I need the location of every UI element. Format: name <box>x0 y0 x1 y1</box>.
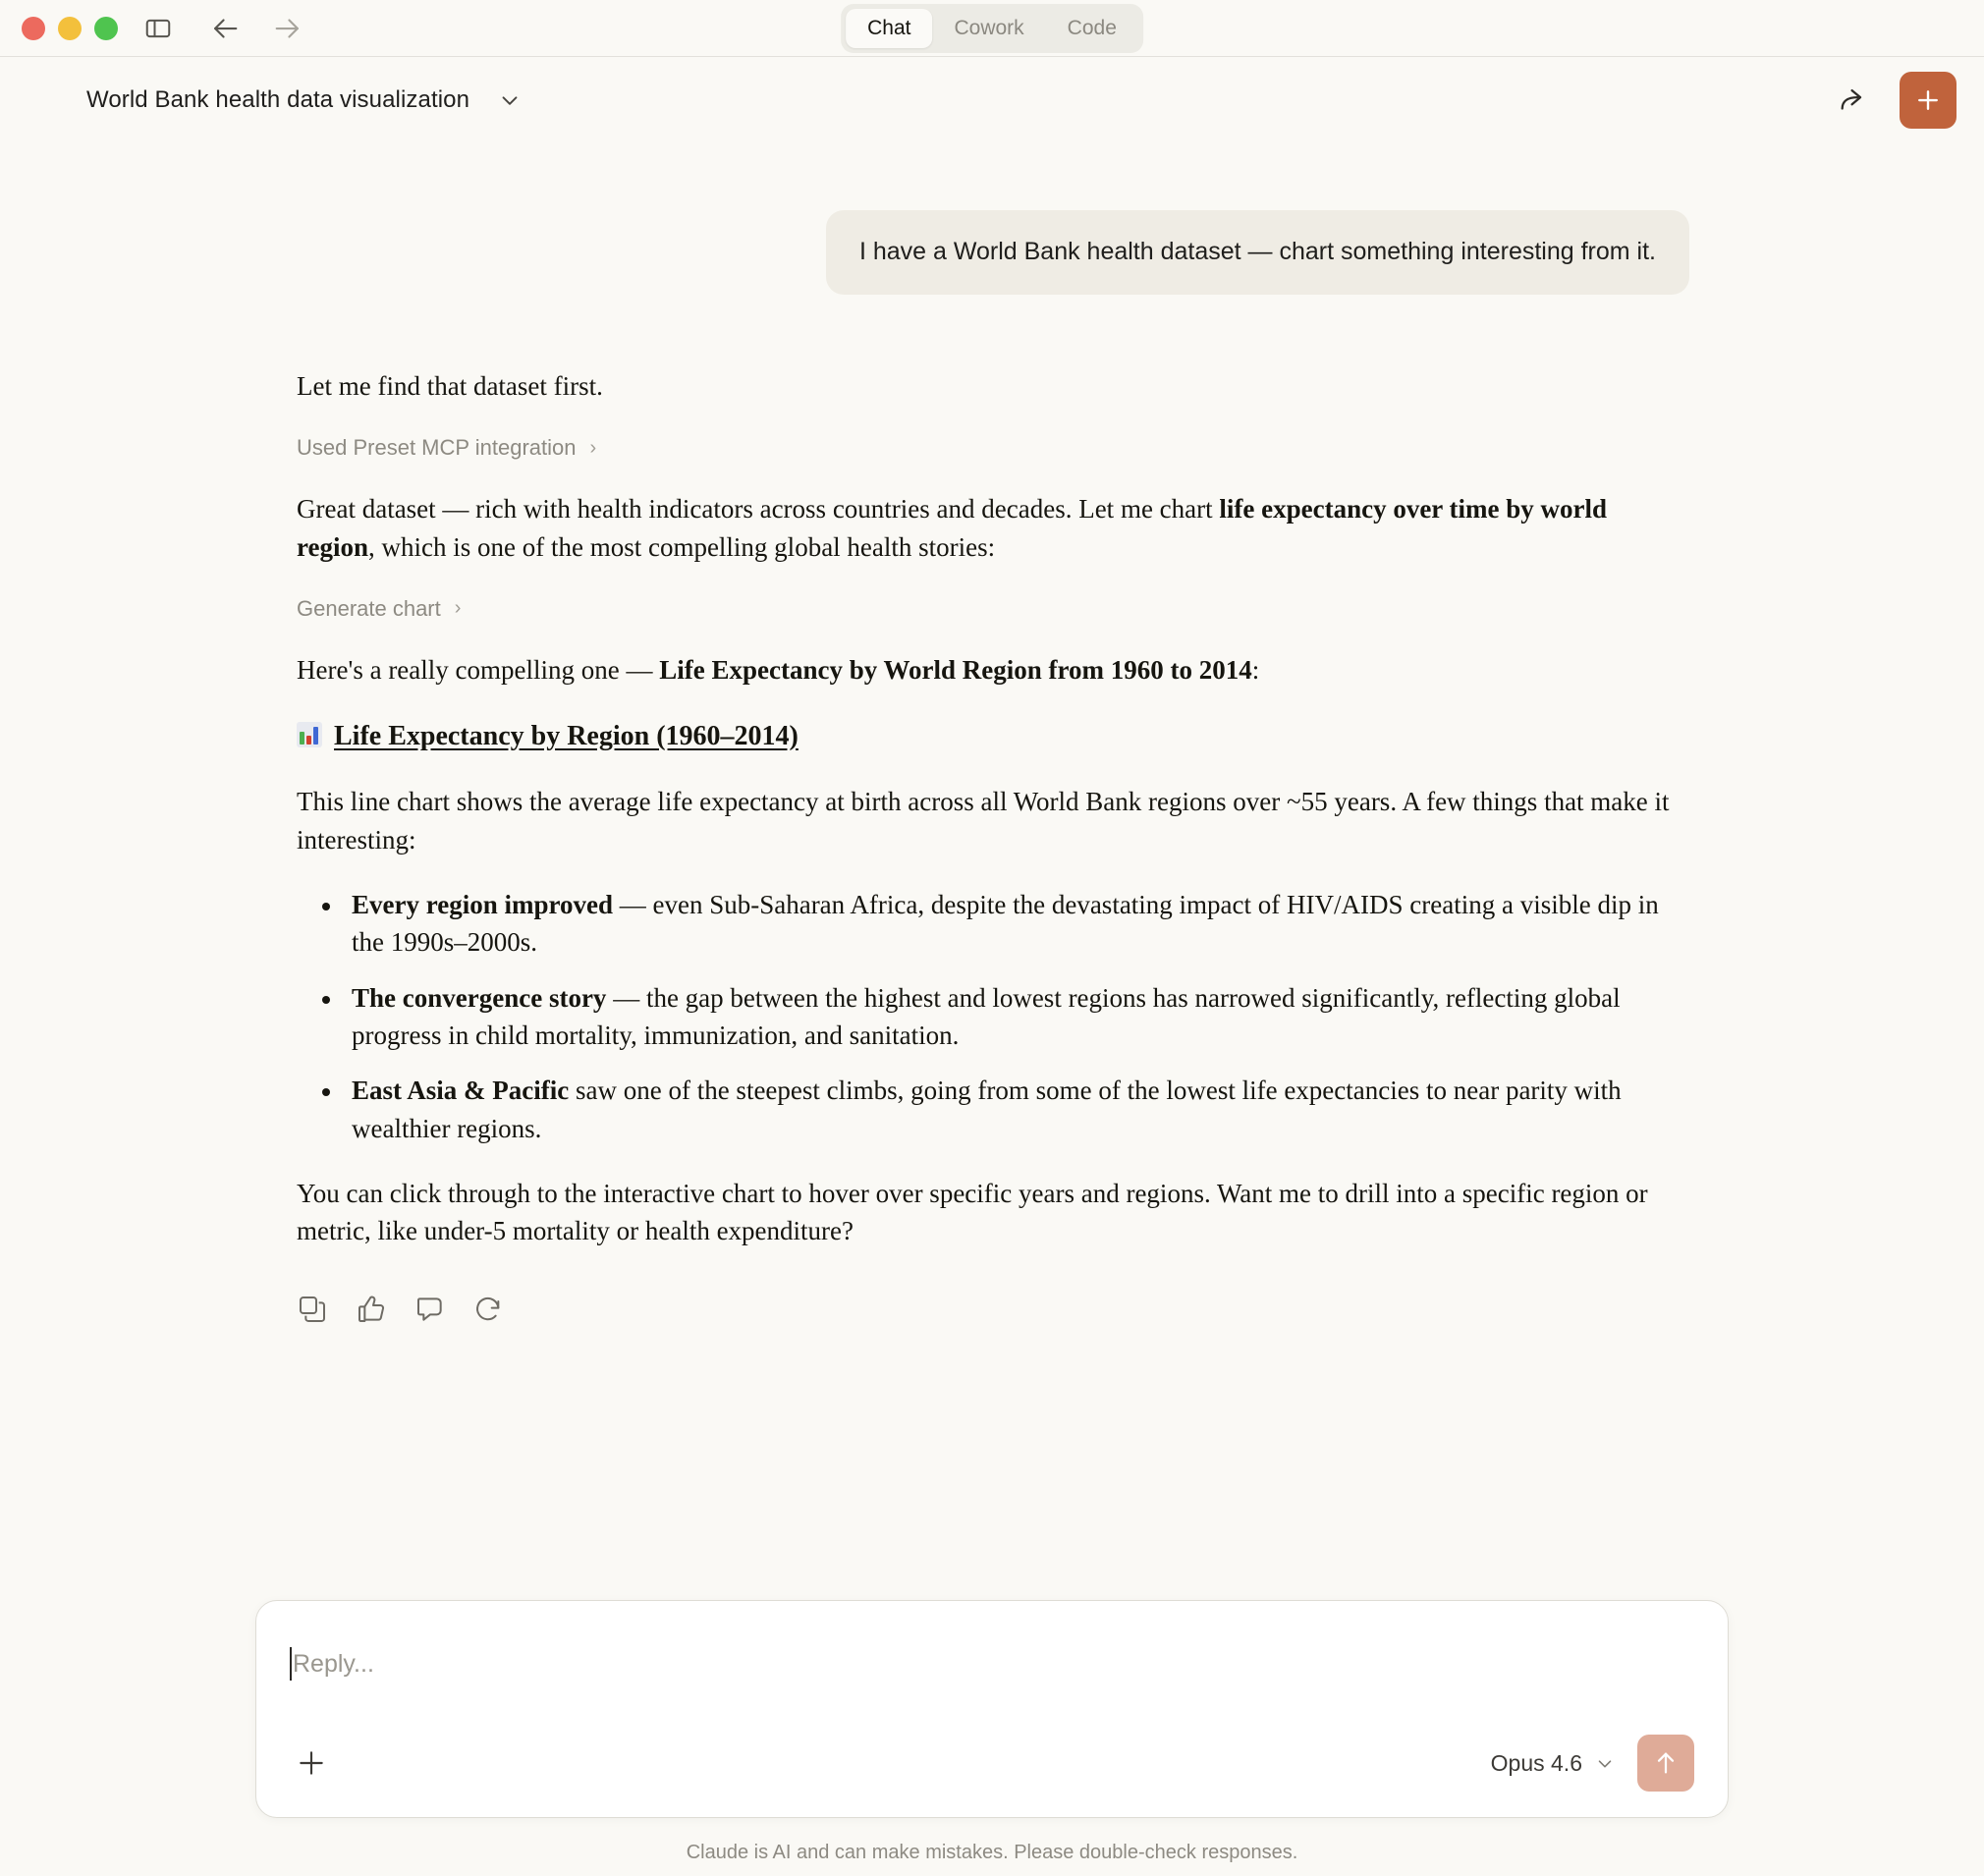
paragraph-2-post: , which is one of the most compelling global health stories: <box>368 531 996 562</box>
thumbs-up-icon[interactable] <box>356 1294 387 1325</box>
chevron-right-icon: › <box>454 597 462 620</box>
reply-input-row[interactable] <box>290 1630 1694 1697</box>
forward-arrow-icon[interactable] <box>271 12 304 45</box>
tab-code[interactable]: Code <box>1067 17 1117 39</box>
paragraph-3-bold: Life Expectancy by World Region from 1960 to 2014 <box>659 655 1252 686</box>
arrow-up-icon <box>1652 1749 1680 1777</box>
bullet-lead: Every region improved <box>352 889 613 919</box>
tool-use-label: Used Preset MCP integration <box>297 435 577 461</box>
paragraph-2-pre: Great dataset — rich with health indicators across countries and decades. Let me chart <box>297 494 1220 524</box>
bullet-body: — even Sub-Saharan Africa, despite the devastating impact of HIV/AIDS creating a visible dip in the 1990s–2000s. <box>352 889 1659 958</box>
assistant-paragraph-5: You can click through to the interactive chart to hover over specific years and regions. Want me to drill into a specific region or metric, like under-5 mortality or health expenditure? <box>297 1178 1648 1246</box>
tool-use-preset-mcp[interactable] <box>297 432 1689 463</box>
chevron-down-icon[interactable] <box>497 87 523 113</box>
window-controls <box>22 17 118 40</box>
back-arrow-icon[interactable] <box>208 12 242 45</box>
composer[interactable] <box>255 1600 1729 1818</box>
bullet-body: — the gap between the highest and lowest regions has narrowed significantly, reflecting global progress in child mortality, immunization, and sanitation. <box>352 982 1621 1050</box>
paragraph-3-post: : <box>1251 655 1260 686</box>
header-actions <box>1837 72 1956 129</box>
title-bar <box>0 0 1984 57</box>
tab-chat[interactable]: Chat <box>846 9 932 48</box>
assistant-message <box>295 367 1689 1325</box>
copy-icon[interactable] <box>297 1294 328 1325</box>
message-list <box>295 143 1689 1325</box>
conversation-header <box>0 57 1984 143</box>
send-button[interactable] <box>1637 1735 1694 1792</box>
mode-segmented-control <box>841 4 1143 53</box>
tool-use-generate-chart[interactable] <box>297 593 1689 624</box>
message-action-bar <box>297 1294 1689 1325</box>
user-message-bubble: I have a World Bank health dataset — chart something interesting from it. <box>826 210 1689 295</box>
maximize-window-button[interactable] <box>94 17 118 40</box>
chat-scroll-area[interactable] <box>0 143 1984 1876</box>
list-item <box>348 1072 1689 1147</box>
retry-icon[interactable] <box>473 1294 505 1325</box>
chevron-right-icon: › <box>589 436 597 459</box>
sidebar-toggle-icon[interactable] <box>143 14 173 43</box>
chart-artifact-link-row[interactable] <box>297 717 1689 756</box>
chart-artifact-link[interactable]: Life Expectancy by Region (1960–2014) <box>334 720 799 751</box>
bullet-lead: East Asia & Pacific <box>352 1076 570 1106</box>
share-icon[interactable] <box>1837 83 1870 117</box>
list-item <box>348 886 1689 962</box>
ai-disclaimer: Claude is AI and can make mistakes. Please double-check responses. <box>686 1842 1298 1863</box>
paragraph-2-bold: life expectancy over time by world region <box>297 494 1608 562</box>
bullet-body: saw one of the steepest climbs, going from some of the lowest life expectancies to near parity with wealthier regions. <box>352 1076 1622 1143</box>
bullet-lead: The convergence story <box>352 982 607 1013</box>
new-chat-button[interactable] <box>1900 72 1956 129</box>
assistant-intro-paragraph: Let me find that dataset first. <box>297 370 603 401</box>
insight-bullet-list <box>297 886 1689 1147</box>
thumbs-down-icon[interactable] <box>414 1294 446 1325</box>
bar-chart-emoji-icon <box>297 722 322 747</box>
reply-input-placeholder: Reply... <box>293 1649 374 1678</box>
model-selector[interactable] <box>1491 1750 1616 1777</box>
chevron-down-icon <box>1594 1752 1616 1774</box>
user-message-row <box>295 210 1689 295</box>
minimize-window-button[interactable] <box>58 17 82 40</box>
composer-toolbar <box>290 1735 1694 1792</box>
composer-region <box>0 1600 1984 1876</box>
paragraph-3-pre: Here's a really compelling one — <box>297 655 660 686</box>
tool-use-label: Generate chart <box>297 595 441 621</box>
tab-cowork[interactable]: Cowork <box>954 17 1024 39</box>
list-item <box>348 979 1689 1055</box>
text-caret <box>290 1647 292 1681</box>
close-window-button[interactable] <box>22 17 45 40</box>
model-selector-label: Opus 4.6 <box>1490 1749 1582 1776</box>
attach-plus-icon[interactable] <box>290 1741 333 1785</box>
assistant-paragraph-4: This line chart shows the average life expectancy at birth across all World Bank regions over ~55 years. A few things that make it interesting: <box>297 787 1670 855</box>
assistant-paragraph-3 <box>297 651 1689 689</box>
assistant-paragraph-2 <box>297 490 1689 566</box>
composer-right-controls <box>1491 1735 1694 1792</box>
page-title: World Bank health data visualization <box>86 86 470 113</box>
